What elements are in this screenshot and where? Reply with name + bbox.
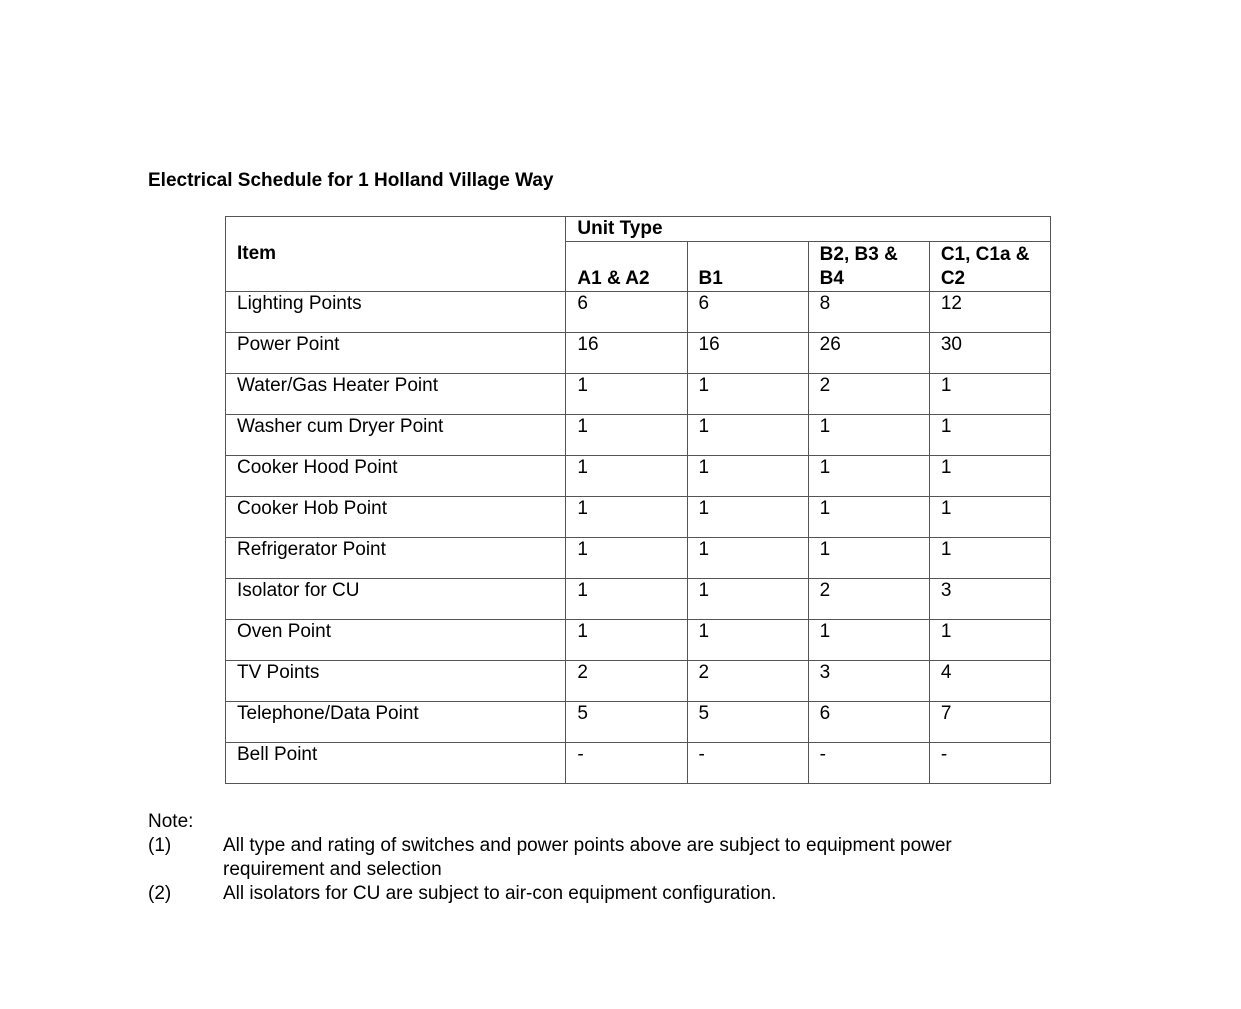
table-row (226, 415, 1051, 456)
note-text: All isolators for CU are subject to air-con equipment configuration. (223, 883, 777, 904)
item-cell: Washer cum Dryer Point (226, 415, 566, 456)
note-number: (1) (148, 835, 172, 856)
value-cell: 1 (808, 538, 929, 579)
item-cell: Power Point (226, 333, 566, 374)
value-cell: 1 (687, 620, 808, 661)
value-cell: 1 (808, 497, 929, 538)
value-cell: 4 (929, 661, 1050, 702)
table-row (226, 374, 1051, 415)
value-cell: 1 (566, 415, 687, 456)
value-cell: 1 (687, 415, 808, 456)
table-row (226, 620, 1051, 661)
note-item (148, 834, 1048, 882)
value-cell: 16 (566, 333, 687, 374)
document-title: Electrical Schedule for 1 Holland Village Way (148, 170, 554, 191)
value-cell: 1 (566, 620, 687, 661)
item-cell: Isolator for CU (226, 579, 566, 620)
value-cell: 1 (566, 374, 687, 415)
value-cell: 2 (566, 661, 687, 702)
note-text: All type and rating of switches and power points above are subject to equipment power requirement and selection (223, 835, 952, 880)
value-cell: 1 (808, 456, 929, 497)
value-cell: 26 (808, 333, 929, 374)
value-cell: 2 (808, 579, 929, 620)
table-row (226, 292, 1051, 333)
item-cell: Cooker Hob Point (226, 497, 566, 538)
value-cell: 2 (808, 374, 929, 415)
item-cell: Water/Gas Heater Point (226, 374, 566, 415)
table-body (226, 292, 1051, 784)
value-cell: 1 (929, 538, 1050, 579)
table-row (226, 333, 1051, 374)
value-cell: 16 (687, 333, 808, 374)
value-cell: 1 (687, 456, 808, 497)
table-row (226, 743, 1051, 784)
value-cell: 1 (808, 415, 929, 456)
item-cell: Bell Point (226, 743, 566, 784)
value-cell: 1 (566, 456, 687, 497)
value-cell: - (687, 743, 808, 784)
value-cell: 1 (687, 579, 808, 620)
value-cell: 3 (808, 661, 929, 702)
table-row (226, 456, 1051, 497)
note-item (148, 882, 1048, 906)
item-cell: Lighting Points (226, 292, 566, 333)
value-cell: 1 (929, 620, 1050, 661)
value-cell: 1 (687, 374, 808, 415)
value-cell: 3 (929, 579, 1050, 620)
value-cell: 6 (566, 292, 687, 333)
value-cell: 1 (687, 538, 808, 579)
notes-label: Note: (148, 811, 194, 832)
value-cell: 1 (929, 374, 1050, 415)
item-cell: Cooker Hood Point (226, 456, 566, 497)
unit-column-header: B2, B3 & B4 (808, 242, 929, 292)
value-cell: 8 (808, 292, 929, 333)
unit-type-header: Unit Type (566, 217, 1051, 242)
value-cell: - (929, 743, 1050, 784)
value-cell: 1 (566, 497, 687, 538)
value-cell: 7 (929, 702, 1050, 743)
item-cell: Refrigerator Point (226, 538, 566, 579)
value-cell: 1 (687, 497, 808, 538)
item-cell: TV Points (226, 661, 566, 702)
unit-column-header: A1 & A2 (566, 242, 687, 292)
value-cell: - (566, 743, 687, 784)
value-cell: 6 (808, 702, 929, 743)
table-row (226, 579, 1051, 620)
value-cell: 1 (566, 579, 687, 620)
value-cell: 12 (929, 292, 1050, 333)
value-cell: 1 (929, 497, 1050, 538)
item-column-header: Item (226, 217, 566, 292)
unit-column-header: B1 (687, 242, 808, 292)
value-cell: 1 (808, 620, 929, 661)
item-cell: Oven Point (226, 620, 566, 661)
value-cell: - (808, 743, 929, 784)
item-cell: Telephone/Data Point (226, 702, 566, 743)
value-cell: 5 (687, 702, 808, 743)
note-number: (2) (148, 883, 172, 904)
unit-column-header: C1, C1a & C2 (929, 242, 1050, 292)
value-cell: 2 (687, 661, 808, 702)
table-row (226, 661, 1051, 702)
table-row (226, 702, 1051, 743)
value-cell: 30 (929, 333, 1050, 374)
value-cell: 6 (687, 292, 808, 333)
value-cell: 1 (929, 415, 1050, 456)
value-cell: 1 (929, 456, 1050, 497)
value-cell: 1 (566, 538, 687, 579)
electrical-schedule-table (225, 216, 1051, 784)
value-cell: 5 (566, 702, 687, 743)
table-row (226, 538, 1051, 579)
table-row (226, 497, 1051, 538)
